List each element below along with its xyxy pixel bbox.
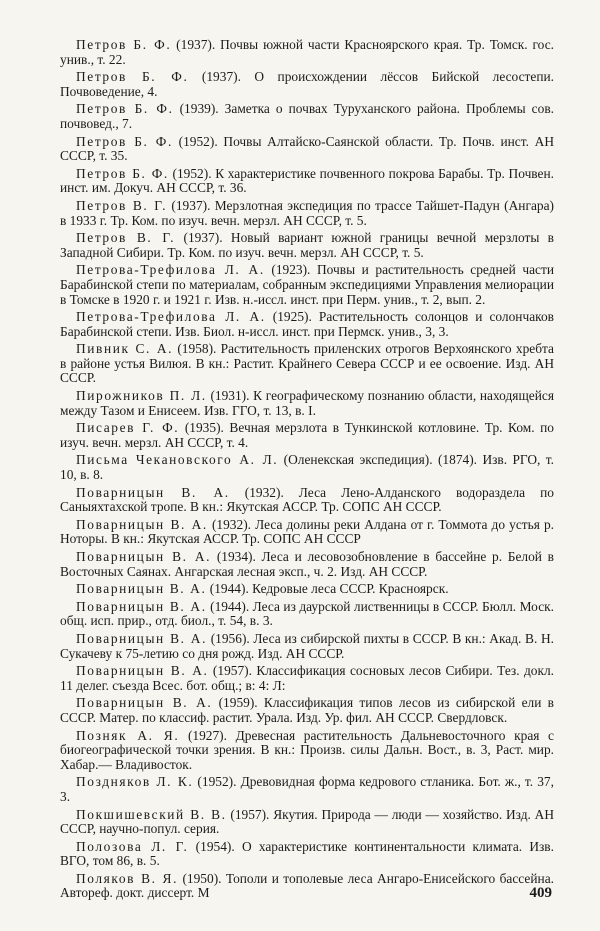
entry-author: Петров Б. Ф. (76, 69, 189, 85)
bibliography-entry (60, 135, 554, 164)
entry-text: (1932). Леса Лено-Алданского водораздела по Саныяхтахской тропе. В кн.: Якутская АССР. Тр. СОПС АН СССР. (60, 484, 554, 515)
page-number: 409 (529, 885, 552, 901)
entry-text: (1952). К характеристике почвенного покрова Барабы. Тр. Почвен. инст. им. Докуч. АН СССР, т. 36. (60, 165, 555, 196)
entry-text: (1954). О характеристике континентальности климата. Изв. ВГО, том 86, в. 5. (60, 838, 554, 869)
bibliography-entry (60, 342, 554, 386)
entry-text: (1939). Заметка о почвах Туруханского района. Проблемы сов. почвовед., 7. (60, 101, 554, 131)
entry-text: (1925). Растительность солонцов и солончаков Барабинской степи. Изв. Биол. н-иссл. инст. при Пермск. унив., 3, 3. (60, 309, 554, 339)
bibliography-entry (60, 775, 554, 804)
bibliography-entry (60, 550, 554, 579)
entry-text: (1952). Почвы Алтайско-Саянской области. Тр. Почв. инст. АН СССР, т. 35. (60, 133, 554, 164)
bibliography-entry (60, 453, 554, 482)
bibliography-entry (60, 696, 554, 725)
bibliography-entry (60, 808, 554, 837)
entry-text: (1937). Почвы южной части Красноярского края. Тр. Томск. гос. унив., т. 22. (60, 37, 554, 67)
entry-author: Поварницын В. А. (76, 516, 208, 532)
entry-author: Поляков В. Я. (76, 870, 179, 886)
bibliography-entry (60, 310, 554, 339)
entry-author: Писарев Г. Ф. (76, 420, 180, 436)
entry-author: Петров Б. Ф. (76, 101, 174, 117)
entry-author: Поварницын В. А. (76, 630, 208, 646)
bibliography-entry (60, 38, 554, 67)
bibliography-entry (60, 518, 554, 547)
entry-author: Поварницын В. А. (76, 663, 209, 679)
entry-text: (1923). Почвы и растительность средней части Барабинской степи по материалам, собранным экспедициями Управления мелиорации в Томске в 1920 г. и 1921 г. Изв. н.-иссл. инст. при Перм. унив., т. 2, вып. 2. (60, 262, 554, 307)
bibliography-entry (60, 102, 554, 131)
entry-text: (1957). Якутия. Природа — люди — хозяйство. Изд. АН СССР, научно-попул. серия. (60, 806, 554, 837)
entry-author: Поварницын В. А. (76, 598, 207, 614)
entry-author: Поварницын В. А. (76, 695, 213, 711)
entry-text: (1956). Леса из сибирской пихты в СССР. В кн.: Акад. В. Н. Сукачеву к 75-летию со дня рожд. Изд. АН СССР. (60, 630, 554, 661)
entry-author: Поздняков Л. К. (76, 774, 194, 790)
bibliography-entry (60, 167, 554, 196)
entry-text: (1937). Мерзлотная экспедиция по трассе Тайшет-Падун (Ангара) в 1933 г. Тр. Ком. по изуч. вечн. мерзл. АН СССР, т. 5. (60, 197, 554, 228)
bibliography-entry (60, 632, 554, 661)
entry-author: Поварницын В. А. (76, 549, 212, 564)
bibliography-entry (60, 600, 554, 629)
entry-text: (1934). Леса и лесовозобновление в бассейне р. Белой в Восточных Саянах. Ангарская лесная эксп., ч. 2. Изд. АН СССР. (60, 549, 554, 579)
entry-text: (1937). О происхождении лёссов Бийской лесостепи. Почвоведение, 4. (60, 69, 555, 99)
entry-text: (1944). Леса из даурской лиственницы в СССР. Бюлл. Моск. общ. исп. прир., отд. биол., т. 54, в. 3. (60, 598, 554, 629)
entry-author: Петрова-Трефилова Л. А. (76, 309, 266, 325)
bibliography-entry (60, 421, 554, 450)
entry-author: Поварницын В. А. (76, 581, 207, 597)
bibliography-entry (60, 231, 554, 260)
bibliography-entry (60, 729, 554, 773)
entry-author: Петров Б. Ф. (76, 165, 169, 181)
bibliography-entry (60, 199, 554, 228)
bibliography-entry (60, 389, 554, 418)
entry-text: (1937). Новый вариант южной границы вечной мерзлоты в Западной Сибири. Тр. Ком. по изуч. вечн. мерзл. АН СССР, т. 5. (60, 230, 554, 260)
entry-text: (1944). Кедровые леса СССР. Красноярск. (209, 581, 449, 597)
bibliography-entry (60, 840, 554, 869)
bibliography-entry (60, 872, 554, 901)
bibliography-entry (60, 263, 554, 307)
entry-author: Петров В. Г. (76, 230, 176, 246)
bibliography-entry (60, 486, 554, 515)
entry-author: Покшишевский В. В. (76, 806, 227, 822)
entry-text: (1927). Древесная растительность Дальневосточного края с биогеографической точки зрения. В кн.: Произв. силы Дальн. Вост., в. 3, Раст. мир. Хабар.— Владивосток. (60, 727, 555, 772)
entry-text: (1957). Классификация сосновых лесов Сибири. Тез. докл. 11 делег. съезда Всес. бот. общ.; в: 4: Л: (60, 663, 555, 693)
entry-author: Петрова-Трефилова Л. А. (76, 262, 265, 278)
entry-text: (1932). Леса долины реки Алдана от г. Томмота до устья р. Ноторы. В кн.: Якутская АССР. Тр. СОПС АН СССР (60, 516, 554, 547)
entry-author: Полозова Л. Г. (76, 838, 189, 854)
entry-author: Пивник С. А. (76, 341, 174, 357)
entry-text: (1958). Растительность приленских отрогов Верхоянского хребта в районе устья Вилюя. В кн.: Растит. Крайнего Севера СССР и ее освоение. Изд. АН СССР. (60, 341, 554, 386)
entry-text: (1931). К географическому познанию области, находящейся между Тазом и Енисеем. Изв. ГГО, т. 13, в. I. (60, 388, 554, 418)
entry-text: (1952). Древовидная форма кедрового стланика. Бот. ж., т. 37, 3. (60, 774, 554, 804)
entry-text: (1959). Классификация типов лесов из сибирской ели в СССР. Матер. по классиф. растит. Урала. Изд. Ур. фил. АН СССР. Свердловск. (60, 695, 554, 725)
entry-text: (1950). Тополи и тополевые леса Ангаро-Енисейского бассейна. Автореф. докт. диссерт. М (60, 870, 554, 901)
entry-text: (1935). Вечная мерзлота в Тункинской котловине. Тр. Ком. по изуч. вечн. мерзл. АН СССР, т. 4. (60, 420, 554, 450)
bibliography-entry (60, 664, 554, 693)
bibliography-list (60, 38, 554, 901)
entry-author: Петров В. Г. (76, 197, 168, 213)
entry-author: Петров Б. Ф. (76, 37, 172, 52)
entry-author: Письма Чекановского А. Л. (76, 452, 279, 468)
entry-author: Поварницын В. А. (76, 484, 230, 500)
entry-author: Петров Б. Ф. (76, 133, 173, 149)
entry-text: (Оленекская экспедиция). (1874). Изв. РГО, т. 10, в. 8. (60, 452, 554, 483)
entry-author: Позняк А. Я. (76, 727, 180, 743)
bibliography-entry (60, 582, 554, 597)
entry-author: Пирожников П. Л. (76, 388, 207, 404)
bibliography-entry (60, 70, 554, 99)
